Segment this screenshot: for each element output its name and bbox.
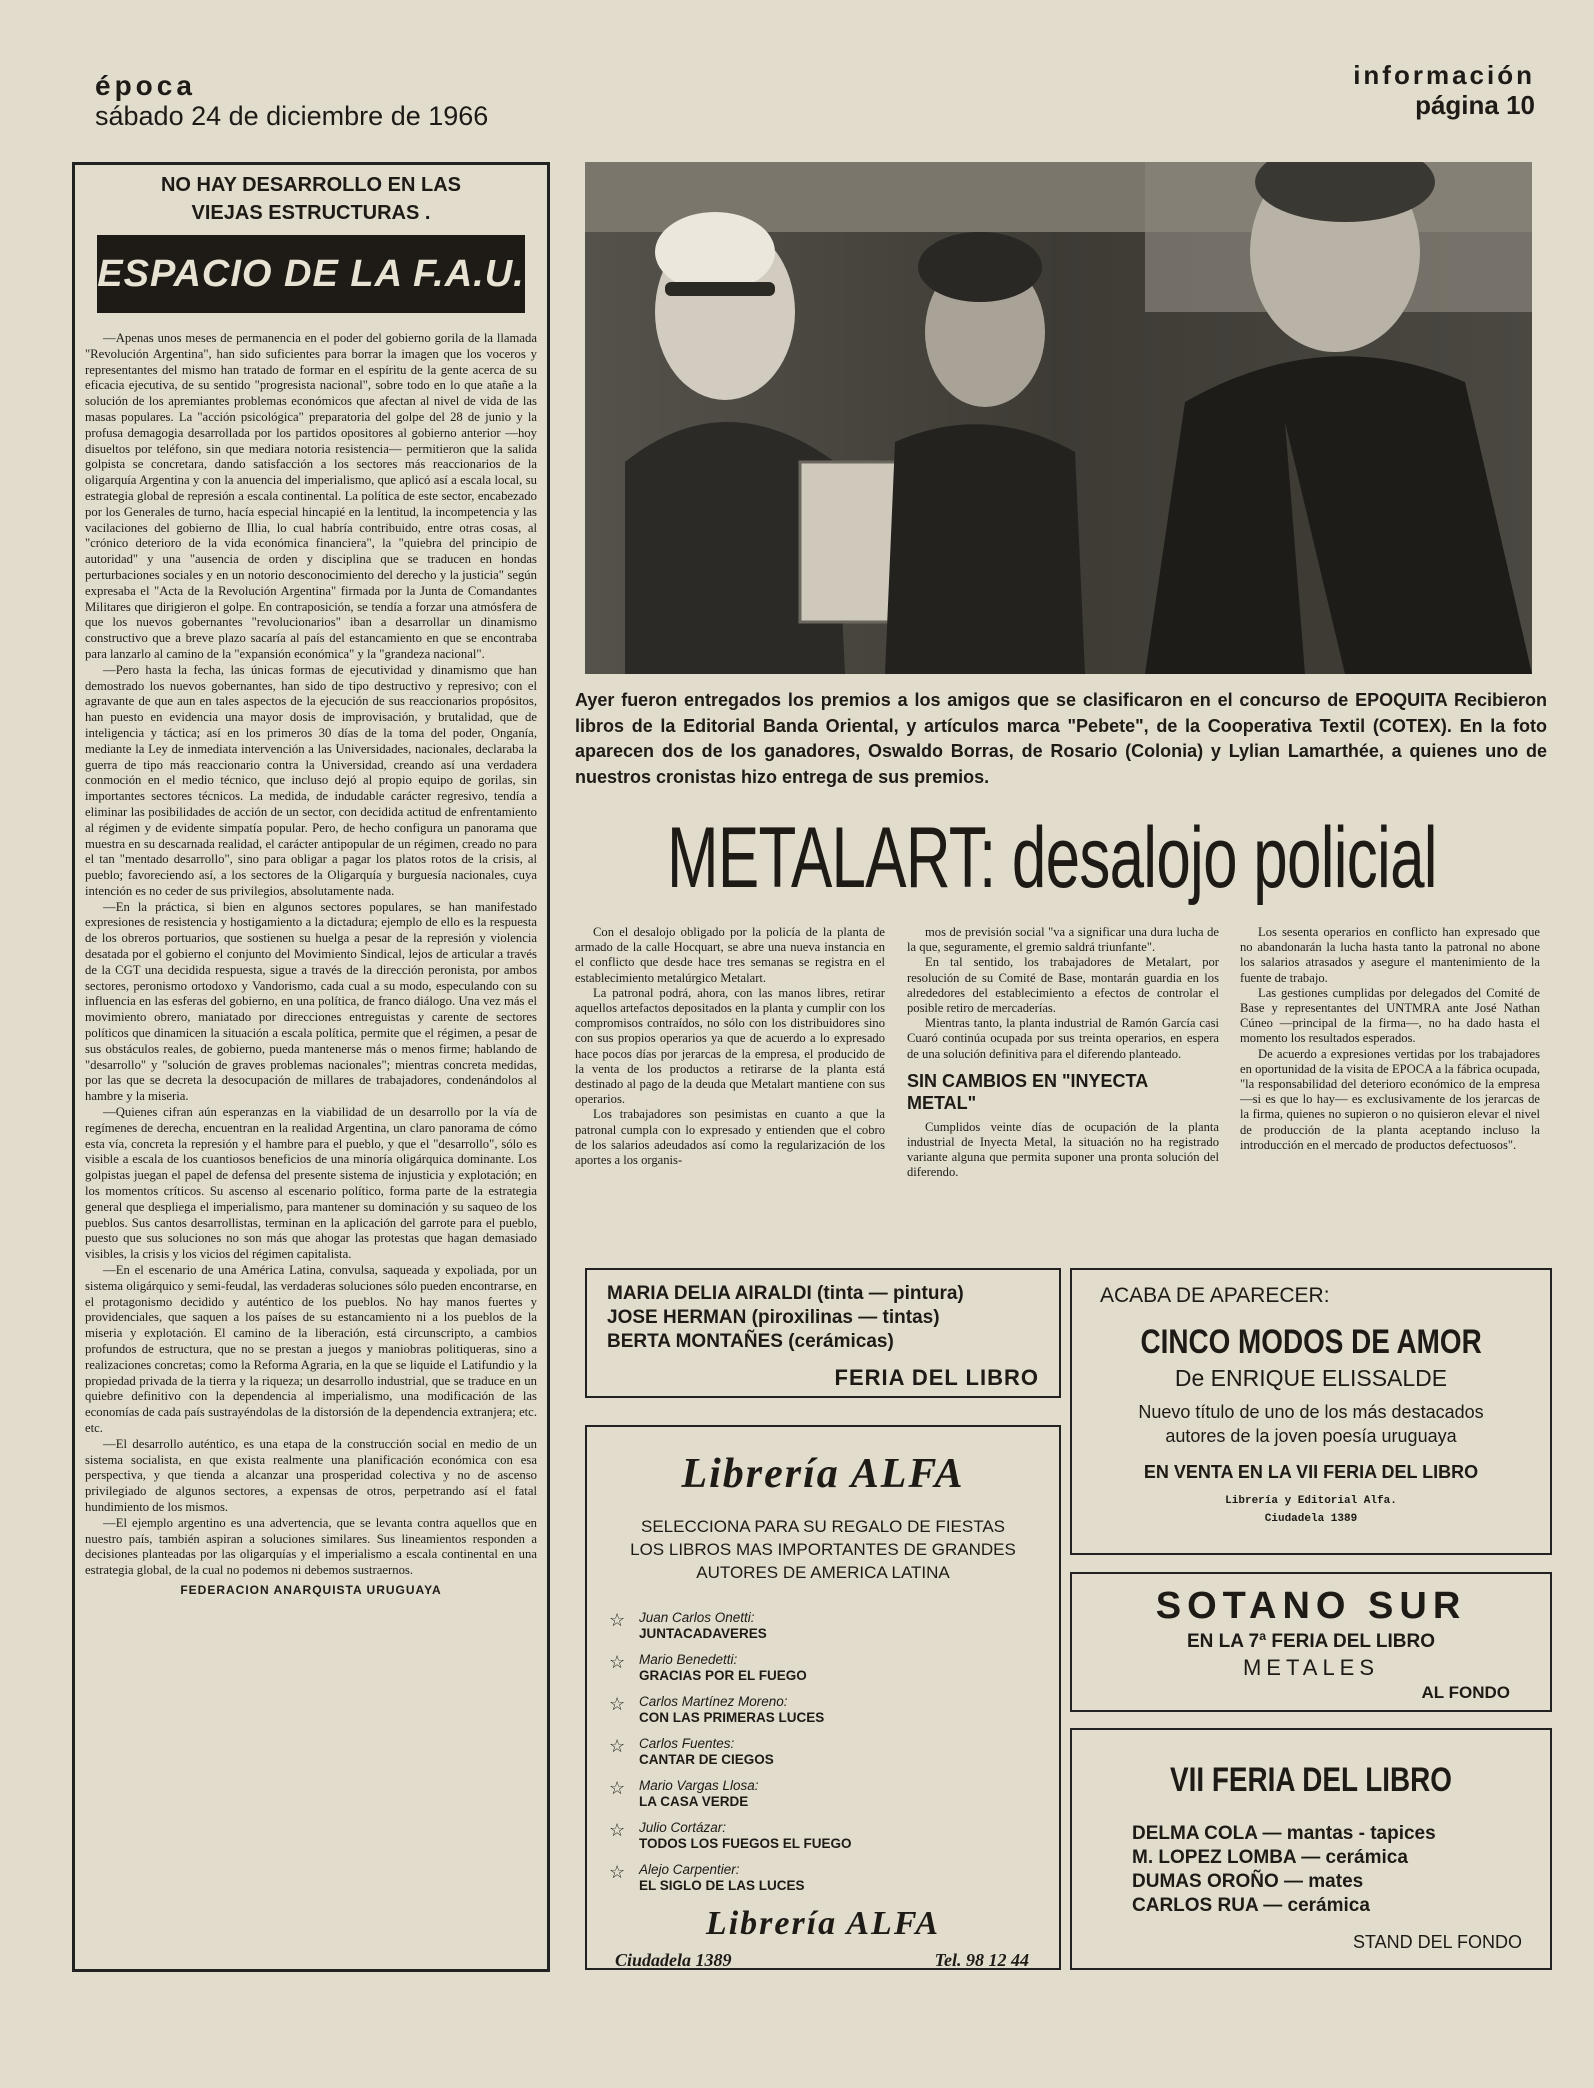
feria-exhibitor: CARLOS RUA — cerámica <box>1132 1895 1370 1916</box>
alfa-address: Ciudadela 1389 <box>615 1950 732 1970</box>
ad-cinco-address: Ciudadela 1389 <box>1264 1513 1358 1525</box>
ad-cinco-desc: Nuevo título de uno de los más destacados <box>1138 1402 1484 1422</box>
metalart-paragraph: Las gestiones cumplidas por delegados del Comité de Base y representantes del UNTMRA ante José Nathan Cúneo —principal de la firma—, no ha dado hasta el momento los resultados esperados. <box>1240 985 1540 1046</box>
star-icon: ☆ <box>609 1862 626 1882</box>
feria-exhibitor: M. LOPEZ LOMBA — cerámica <box>1132 1847 1408 1868</box>
fau-banner <box>97 235 525 313</box>
fau-header-line1: NO HAY DESARROLLO EN LAS <box>160 174 462 196</box>
metalart-paragraph: Mientras tanto, la planta industrial de Ramón García casi Cuaró continúa ocupada por sus treinta operarios, en espera de una solución definitiva para el diferendo planteado. <box>907 1016 1219 1061</box>
star-icon: ☆ <box>609 1778 626 1798</box>
ad-line: BERTA MONTAÑES (cerámicas) <box>607 1331 894 1352</box>
masthead-right <box>1230 60 1535 120</box>
ad-vii-feria <box>1070 1728 1552 1970</box>
fau-paragraph: —El ejemplo argentino es una advertencia, que se levanta contra aquellos que en nuestro país, también aspiran a soluciones similares. Sus lineamientos responden a decisiones planteadas por las oligarquías y el imperialismo a escala continental en una estrategia global, de la cual no podemos ni debemos sustraernos. <box>85 1515 537 1578</box>
photo-illustration <box>585 162 1532 674</box>
alfa-logo: Librería ALFA <box>681 1451 965 1497</box>
ad-cinco-title: CINCO MODOS DE AMOR <box>1140 1323 1482 1361</box>
metalart-paragraph: Los sesenta operarios en conflicto han expresado que no abandonarán la lucha hasta tanto la patronal no abone los salarios atrasados y asegure el mantenimiento de la fuente de trabajo. <box>1240 925 1540 985</box>
ad-libreria-alfa <box>585 1425 1061 1970</box>
metalart-paragraph: De acuerdo a expresiones vertidas por los trabajadores en oportunidad de la visita de EPOCA a la fábrica ocupada, "la responsabilidad del deterioro económico de la empresa —si es que lo hay— es exclusivamente de los jerarcas de la firma, quienes no supieron o no quisieron elevar el nivel de producción de la planta aceptando incluso la introducción en el mercado de productos defectuosos". <box>1240 1046 1540 1152</box>
alfa-book-author: Juan Carlos Onetti: <box>639 1610 755 1625</box>
ad-cinco-author: De ENRIQUE ELISSALDE <box>1174 1365 1448 1391</box>
alfa-book-author: Julio Cortázar: <box>639 1820 727 1835</box>
alfa-book-list <box>609 1610 1059 1894</box>
alfa-book-title: TODOS LOS FUEGOS EL FUEGO <box>639 1836 852 1851</box>
metalart-headline: METALART: desalojo policial <box>667 810 1437 906</box>
alfa-intro: LOS LIBROS MAS IMPORTANTES DE GRANDES <box>630 1540 1016 1559</box>
masthead-brand: época <box>95 70 196 101</box>
fau-banner-text: ESPACIO DE LA F.A.U. <box>97 252 525 295</box>
fau-column <box>72 162 550 1972</box>
page-number: página 10 <box>1415 90 1535 120</box>
fau-paragraph: —En la práctica, si bien en algunos sectores populares, se han manifestado expresiones de resistencia y hostigamiento a la dictadura; ejemplo de ello es la respuesta de los obreros portuarios, que sostienen su huelga a pesar de la represión y violencia desatada por el gobierno el conjunto del Movimiento Sindical, lejos de articular a través de la CGT una decidida respuesta, sigue a través de la dirección peronista, por ambos sectores, peronismo ortodoxo y Vandorismo, cada cual a su modo, especulando con su influencia en las esferas del gobierno, en una política, de franco diálogo. Una vez más el movimiento obrero, maniatado por direcciones entreguistas y carente de sectores políticos que dinamicen la situación a escala política, permite que el régimen, a pesar de sus obstáculos reales, de gobierno, pueda mantenerse más o menos firme; hablando de "desarrollo" y "solución de graves problemas nacionales"; mientras concreta medidas, por las que se decreta la desocupación de millares de trabajadores, condenándolos al hambre y la miseria. <box>85 899 537 1104</box>
feria-exhibitor: DELMA COLA — mantas - tapices <box>1132 1823 1436 1844</box>
ad-line: JOSE HERMAN (piroxilinas — tintas) <box>607 1307 940 1328</box>
alfa-book-title: CON LAS PRIMERAS LUCES <box>639 1710 825 1725</box>
star-icon: ☆ <box>609 1736 626 1756</box>
fau-header-line2: VIEJAS ESTRUCTURAS . <box>191 202 431 224</box>
ad-cinco-top: ACABA DE APARECER: <box>1100 1284 1330 1307</box>
sotano-metales: METALES <box>1242 1655 1380 1680</box>
fau-signature: FEDERACION ANARQUISTA URUGUAYA <box>180 1582 442 1597</box>
alfa-book <box>609 1652 1059 1684</box>
metalart-subhead: SIN CAMBIOS EN "INYECTA METAL" <box>907 1070 1148 1113</box>
ad-feria-label: FERIA DEL LIBRO <box>834 1365 1039 1390</box>
metalart-paragraph: En tal sentido, los trabajadores de Metalart, por resolución de su Comité de Base, montarán guardia en los alrededores del establecimiento a efectos de controlar el posible retiro de mercaderías. <box>907 955 1219 1016</box>
alfa-logo-footer: Librería ALFA <box>705 1905 941 1942</box>
star-icon: ☆ <box>609 1820 626 1840</box>
fau-header <box>85 171 537 227</box>
alfa-book-title: LA CASA VERDE <box>639 1794 749 1809</box>
masthead-left <box>95 72 488 132</box>
ad-cinco-venta: EN VENTA EN LA VII FERIA DEL LIBRO <box>1143 1462 1479 1482</box>
feria-stand: STAND DEL FONDO <box>1352 1932 1522 1952</box>
metalart-paragraph: La patronal podrá, ahora, con las manos libres, retirar aquellos artefactos depositados en la planta y cumplir con los compromisos contraídos, no sólo con los distribuidores sino con sus propios operarios ya que de acuerdo a lo expresado hace pocos días por jerarcas de la empresa, el producido de la venta de los productos a retirarse de la planta está destinado al pago de la deuda que Metalart mantiene con sus operarios. <box>575 985 885 1107</box>
photo-caption: Ayer fueron entregados los premios a los amigos que se clasificaron en el concurso de EPOQUITA Recibieron libros de la Editorial Banda Oriental, y artículos marca "Pebete", de la Cooperativa Textil (COTEX). En la foto aparecen dos de los ganadores, Oswaldo Borras, de Rosario (Colonia) y Lylian Lamarthée, a quienes uno de nuestros cronistas hizo entrega de sus premios. <box>575 690 1547 787</box>
alfa-book <box>609 1820 1059 1852</box>
ad-line: MARIA DELIA AIRALDI (tinta — pintura) <box>607 1283 964 1304</box>
fau-paragraph: —Apenas unos meses de permanencia en el poder del gobierno gorila de la llamada "Revolución Argentina", han sido suficientes para borrar la imagen que los voceros y representantes del mismo han tratado de formar en el espíritu de la gente acerca de su eficacia ejecutiva, de su sentido "progresista nacional", sobre todo en lo que atañe a la solución de los apremiantes problemas económicos que afectan al nivel de vida de las masas populares. La "acción psicológica" preparatoria del golpe del 28 de junio y la profusa demagogia desarrollada por los partidos opositores al gobierno anterior —hoy disueltos por teléfono, sin que mediara notoria resistencia— permitieron que la salida golpista se concretara, dando satisfacción a los sectores más reaccionarios de la oligarquía Argentina y con la anuencia del imperialismo, que aplicó así a escala local, su estrategia global de represión a escala continental. La política de este sector, encabezado por los Generales de turno, hacía especial hincapié en la lentitud, la incompetencia y las vacilaciones del gobierno de Illia, lo cual habría contribuido, entre otras cosas, al "crónico deterioro de la vida económica financiera", la "quiebra del principio de autoridad" y una "ausencia de orden y disciplina que se traducen en hondas perturbaciones sociales y en un notorio desconocimiento del derecho y la justicia" según expresaba el "Acta de la Revolución Argentina" firmada por la Junta de Comandantes Militares que dirigieron el golpe. En contraposición, se tendía a forzar una atmósfera de que los nuevos gobernantes "revolucionarios" iban a desarrollar un dinamismo constructivo que a breve plazo sacaría al país del estancamiento en que se encontraba para lanzarlo al camino de la "expansión económica" y la "grandeza nacional". <box>85 331 537 661</box>
metalart-paragraph: Cumplidos veinte días de ocupación de la planta industrial de Inyecta Metal, la situación no ha registrado variante alguna que permita suponer una pronta solución del diferendo. <box>907 1119 1219 1180</box>
alfa-book <box>609 1610 1059 1642</box>
section-name: información <box>1353 60 1535 90</box>
alfa-book-author: Mario Vargas Llosa: <box>639 1778 759 1793</box>
alfa-book-title: JUNTACADAVERES <box>639 1626 767 1641</box>
alfa-book <box>609 1778 1059 1810</box>
metalart-paragraph: mos de previsión social "va a significar una dura lucha de la que, seguramente, el gremio saldrá triunfante". <box>907 925 1219 955</box>
feria-title: VII FERIA DEL LIBRO <box>1170 1761 1452 1799</box>
fau-paragraph: —El desarrollo auténtico, es una etapa de la construcción social en medio de un sistema socialista, en que exista realmente una planificación económica con esa perspectiva, y que tienda a alcanzar una prosperidad colectiva y no de ascenso privilegiado de algunos sectores, a expensas de otros, perpetrando así el fatal hundimiento de los mismos. <box>85 1436 537 1514</box>
alfa-book <box>609 1862 1059 1894</box>
ad-cinco-desc: autores de la joven poesía uruguaya <box>1165 1426 1457 1446</box>
star-icon: ☆ <box>609 1652 626 1672</box>
alfa-book-author: Mario Benedetti: <box>639 1652 738 1667</box>
alfa-book-author: Carlos Fuentes: <box>639 1736 735 1751</box>
metalart-column-1 <box>575 925 885 1168</box>
alfa-intro: AUTORES DE AMERICA LATINA <box>696 1563 950 1582</box>
alfa-book-author: Carlos Martínez Moreno: <box>639 1694 788 1709</box>
ad-feria-artists <box>585 1268 1061 1398</box>
alfa-book-author: Alejo Carpentier: <box>639 1862 740 1877</box>
alfa-book-title: CANTAR DE CIEGOS <box>639 1752 774 1767</box>
metalart-column-3 <box>1240 925 1540 1153</box>
masthead-date: sábado 24 de diciembre de 1966 <box>95 101 489 131</box>
alfa-phone: Tel. 98 12 44 <box>934 1950 1029 1970</box>
metalart-paragraph: Con el desalojo obligado por la policía de la planta de armado de la calle Hocquart, se abre una nueva instancia en el conflicto que desde hace tres semanas se registra en el establecimiento metalúrgico Metalart. <box>575 925 885 985</box>
sotano-line: EN LA 7ª FERIA DEL LIBRO <box>1186 1631 1436 1652</box>
ad-cinco-editorial: Librería y Editorial Alfa. <box>1225 1495 1397 1507</box>
alfa-book <box>609 1736 1059 1768</box>
metalart-paragraph: Los trabajadores son pesimistas en cuanto a que la patronal cumpla con lo expresado y entienden que el cobro de los salarios adeudados así como la regularización de los aportes a los organis- <box>575 1107 885 1168</box>
fau-paragraph: —Quienes cifran aún esperanzas en la viabilidad de un desarrollo por la vía de regímenes de derecha, encuentran en la realidad Argentina, un claro panorama de cómo esta vía, concreta la represión y el hambre para el pueblo, y que el "desarrollo", sólo es visible a escala de los cuantiosos beneficios de una minoría oligárquica dominante. Los golpistas juegan el papel de defensa del presente sistema de injusticia y explotación; en los momentos críticos. Su ascenso al escenario político, forma parte de la estrategia general que despliega el imperialismo, para mantener su dominación y su saqueo de los pueblos. Sus cantos desarrollistas, terminan en la aplicación del garrote para el pueblo, puesto que sus soluciones no son más que ahogar las protestas que hagan demasiado visibles, la crisis y los vicios del régimen capitalista. <box>85 1105 537 1262</box>
star-icon: ☆ <box>609 1694 626 1714</box>
news-photo <box>585 162 1532 674</box>
fau-paragraph: —Pero hasta la fecha, las únicas formas de ejecutividad y dinamismo que han demostrado los nuevos gobernantes, han sido de tipo destructivo y represivo; con el agravante de que aun en tales aspectos de la ejecución de sus reaccionarios propósitos, han puesto en evidencia una mayor dosis de improvisación, y brutalidad, que de inteligencia y táctica; así en los primeros 30 días de la toma del poder, Onganía, mediante la Ley de inmediata intervención a las Universidades, nacionales, declaraba la guerra de tipo más reaccionario contra la Universidad, creando así una verdadera conmoción en el medio técnico, que incluso dejó al propio equipo de gorilas, sin importantes sectores técnicos. La medida, de indudable carácter regresivo, tendía a eliminar las posibilidades de acción de un sector, con decidida actitud de enfrentamiento al régimen y de evidente simpatía popular. Pero, de hecho configura un panorama que muestra en su descarnada realidad, el carácter antipopular de un régimen, creado no para el tan "mentado desarrollo", sino para obligar a pagar los platos rotos de la crisis, al pueblo; favoreciendo así, a los sectores de la Oligarquía y burguesía nacionales, cuya intención es no ceder de sus privilegios, absolutamente nada. <box>85 662 537 898</box>
fau-article-body <box>85 331 537 1579</box>
metalart-column-2 <box>907 925 1219 1181</box>
alfa-book <box>609 1694 1059 1726</box>
star-icon: ☆ <box>609 1610 626 1630</box>
sotano-title: SOTANO SUR <box>1155 1585 1467 1627</box>
alfa-book-title: EL SIGLO DE LAS LUCES <box>639 1878 805 1893</box>
sotano-fondo: AL FONDO <box>1421 1683 1510 1702</box>
alfa-book-title: GRACIAS POR EL FUEGO <box>639 1668 807 1683</box>
alfa-intro: SELECCIONA PARA SU REGALO DE FIESTAS <box>640 1517 1006 1536</box>
feria-exhibitor: DUMAS OROÑO — mates <box>1132 1871 1364 1892</box>
ad-cinco-modos <box>1070 1268 1552 1555</box>
fau-paragraph: —En el escenario de una América Latina, convulsa, saqueada y expoliada, por un sistema oligárquico y semi-feudal, las verdaderas soluciones sólo pueden encontrarse, en el protagonismo decidido y auténtico de los pueblos. No hay manos fuertes y providenciales, que saquen a los países de su estancamiento ni a los pueblos de la miseria y explotación. El camino de la liberación, está circunscripto, a cambios profundos de estructura, que no se prestan a juegos y maniobras politiqueras, sino a realizaciones concretas; como la Reforma Agraria, en la que se liquide el Latifundio y la propiedad privada de la tierra y la riqueza; un desarrollo industrial, que se traduce en un quiebre definitivo con la dependencia al imperialismo, una modificación de las economías de cada país sustrayéndolas de la distorsión de la dependencia extranjera; etc. etc. <box>85 1263 537 1435</box>
ad-sotano-sur <box>1070 1572 1552 1712</box>
